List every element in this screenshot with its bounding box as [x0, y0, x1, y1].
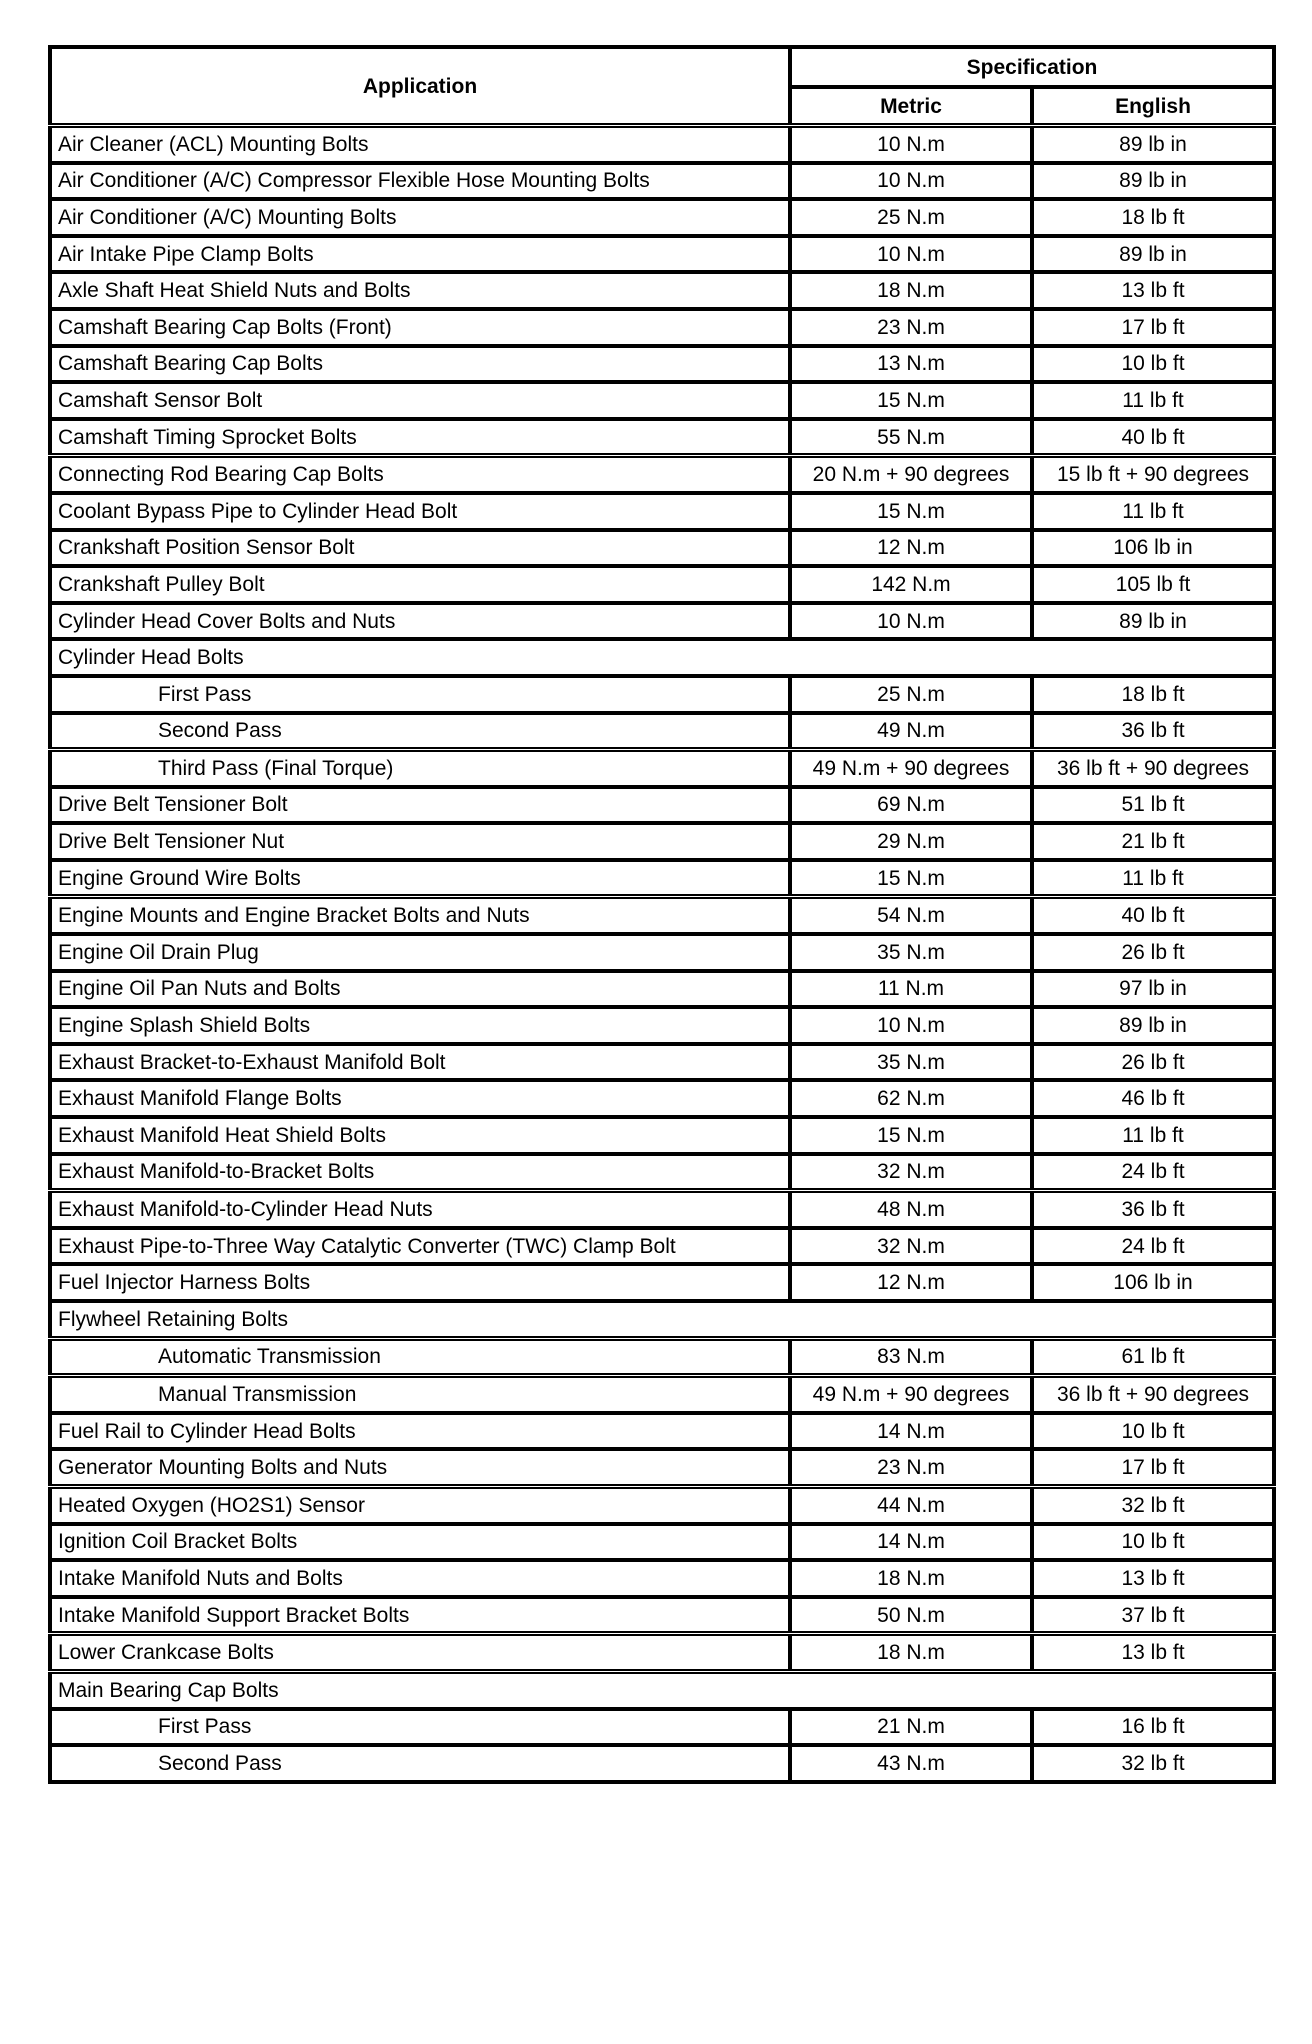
- application-cell: Second Pass: [50, 713, 790, 750]
- application-cell: Fuel Rail to Cylinder Head Bolts: [50, 1413, 790, 1450]
- table-row: [50, 346, 1274, 383]
- application-cell: Exhaust Manifold Heat Shield Bolts: [50, 1117, 790, 1154]
- metric-value-cell: 55 N.m: [790, 419, 1032, 456]
- application-cell: Manual Transmission: [50, 1376, 790, 1413]
- english-value-cell: 13 lb ft: [1032, 1634, 1274, 1672]
- english-value-cell: 11 lb ft: [1032, 1117, 1274, 1154]
- english-value-cell: 24 lb ft: [1032, 1154, 1274, 1191]
- metric-value-cell: 43 N.m: [790, 1745, 1032, 1782]
- english-value-cell: 105 lb ft: [1032, 566, 1274, 603]
- application-cell: Heated Oxygen (HO2S1) Sensor: [50, 1486, 790, 1523]
- metric-value-cell: 15 N.m: [790, 860, 1032, 897]
- metric-value-cell: 54 N.m: [790, 897, 1032, 934]
- english-value-cell: 46 lb ft: [1032, 1080, 1274, 1117]
- application-cell: Drive Belt Tensioner Bolt: [50, 787, 790, 824]
- application-cell: Engine Mounts and Engine Bracket Bolts and Nuts: [50, 897, 790, 934]
- english-value-cell: 13 lb ft: [1032, 1560, 1274, 1597]
- application-cell: Second Pass: [50, 1745, 790, 1782]
- metric-value-cell: 15 N.m: [790, 493, 1032, 530]
- table-row: [50, 713, 1274, 750]
- english-value-cell: 36 lb ft: [1032, 1191, 1274, 1228]
- table-row: [50, 1007, 1274, 1044]
- application-cell: Engine Splash Shield Bolts: [50, 1007, 790, 1044]
- table-row: [50, 566, 1274, 603]
- table-row: [50, 1413, 1274, 1450]
- english-value-cell: 89 lb in: [1032, 126, 1274, 163]
- english-value-cell: 61 lb ft: [1032, 1338, 1274, 1376]
- english-value-cell: 89 lb in: [1032, 236, 1274, 273]
- english-value-cell: 40 lb ft: [1032, 419, 1274, 456]
- metric-value-cell: 11 N.m: [790, 971, 1032, 1008]
- application-cell: Camshaft Sensor Bolt: [50, 382, 790, 419]
- metric-value-cell: 44 N.m: [790, 1486, 1032, 1523]
- english-value-cell: 51 lb ft: [1032, 787, 1274, 824]
- table-row: [50, 1191, 1274, 1228]
- english-value-cell: 24 lb ft: [1032, 1228, 1274, 1265]
- application-cell: Intake Manifold Nuts and Bolts: [50, 1560, 790, 1597]
- metric-value-cell: 12 N.m: [790, 1264, 1032, 1301]
- table-row: [50, 1486, 1274, 1523]
- table-row: [50, 1117, 1274, 1154]
- table-row: [50, 126, 1274, 163]
- metric-value-cell: 10 N.m: [790, 603, 1032, 640]
- application-cell: Coolant Bypass Pipe to Cylinder Head Bolt: [50, 493, 790, 530]
- metric-value-cell: 23 N.m: [790, 309, 1032, 346]
- table-row: [50, 1560, 1274, 1597]
- table-row: [50, 860, 1274, 897]
- application-cell: Intake Manifold Support Bracket Bolts: [50, 1597, 790, 1634]
- table-row: [50, 639, 1274, 676]
- table-row: [50, 787, 1274, 824]
- application-cell: Exhaust Manifold-to-Bracket Bolts: [50, 1154, 790, 1191]
- table-row: [50, 236, 1274, 273]
- english-value-cell: 36 lb ft: [1032, 713, 1274, 750]
- english-value-cell: 10 lb ft: [1032, 346, 1274, 383]
- application-cell: Exhaust Bracket-to-Exhaust Manifold Bolt: [50, 1044, 790, 1081]
- application-cell: Camshaft Bearing Cap Bolts (Front): [50, 309, 790, 346]
- english-value-cell: 97 lb in: [1032, 971, 1274, 1008]
- english-value-cell: 89 lb in: [1032, 603, 1274, 640]
- table-body: [50, 126, 1274, 1782]
- metric-value-cell: 12 N.m: [790, 530, 1032, 567]
- table-row: [50, 1524, 1274, 1561]
- table-row: [50, 823, 1274, 860]
- application-cell: Camshaft Bearing Cap Bolts: [50, 346, 790, 383]
- metric-value-cell: 15 N.m: [790, 382, 1032, 419]
- table-row: [50, 456, 1274, 493]
- group-heading-cell: Flywheel Retaining Bolts: [50, 1301, 1274, 1338]
- table-row: [50, 419, 1274, 456]
- application-cell: Fuel Injector Harness Bolts: [50, 1264, 790, 1301]
- table-row: [50, 750, 1274, 787]
- english-value-cell: 11 lb ft: [1032, 860, 1274, 897]
- application-cell: First Pass: [50, 1709, 790, 1746]
- english-value-cell: 17 lb ft: [1032, 309, 1274, 346]
- table-row: [50, 1080, 1274, 1117]
- application-cell: Connecting Rod Bearing Cap Bolts: [50, 456, 790, 493]
- table-row: [50, 1301, 1274, 1338]
- application-cell: Exhaust Pipe-to-Three Way Catalytic Converter (TWC) Clamp Bolt: [50, 1228, 790, 1265]
- metric-value-cell: 13 N.m: [790, 346, 1032, 383]
- metric-value-cell: 10 N.m: [790, 236, 1032, 273]
- english-value-cell: 21 lb ft: [1032, 823, 1274, 860]
- metric-value-cell: 18 N.m: [790, 1634, 1032, 1672]
- application-cell: Exhaust Manifold-to-Cylinder Head Nuts: [50, 1191, 790, 1228]
- table-row: [50, 1634, 1274, 1672]
- group-heading-cell: Cylinder Head Bolts: [50, 639, 1274, 676]
- table-row: [50, 1449, 1274, 1486]
- english-value-cell: 11 lb ft: [1032, 382, 1274, 419]
- application-cell: Air Conditioner (A/C) Mounting Bolts: [50, 199, 790, 236]
- application-cell: Engine Ground Wire Bolts: [50, 860, 790, 897]
- metric-header: Metric: [790, 87, 1032, 126]
- table-row: [50, 272, 1274, 309]
- metric-value-cell: 142 N.m: [790, 566, 1032, 603]
- metric-value-cell: 32 N.m: [790, 1154, 1032, 1191]
- english-value-cell: 32 lb ft: [1032, 1486, 1274, 1523]
- table-row: [50, 530, 1274, 567]
- application-cell: Ignition Coil Bracket Bolts: [50, 1524, 790, 1561]
- english-value-cell: 32 lb ft: [1032, 1745, 1274, 1782]
- metric-value-cell: 14 N.m: [790, 1413, 1032, 1450]
- application-cell: Automatic Transmission: [50, 1338, 790, 1376]
- metric-value-cell: 83 N.m: [790, 1338, 1032, 1376]
- table-row: [50, 1597, 1274, 1634]
- metric-value-cell: 25 N.m: [790, 676, 1032, 713]
- application-cell: Cylinder Head Cover Bolts and Nuts: [50, 603, 790, 640]
- torque-specification-table: [48, 45, 1276, 1784]
- table-row: [50, 1376, 1274, 1413]
- english-value-cell: 26 lb ft: [1032, 934, 1274, 971]
- metric-value-cell: 15 N.m: [790, 1117, 1032, 1154]
- table-row: [50, 1709, 1274, 1746]
- table-row: [50, 163, 1274, 200]
- table-row: [50, 1745, 1274, 1782]
- application-cell: Exhaust Manifold Flange Bolts: [50, 1080, 790, 1117]
- english-value-cell: 18 lb ft: [1032, 676, 1274, 713]
- english-value-cell: 89 lb in: [1032, 163, 1274, 200]
- header-row-1: [50, 47, 1274, 87]
- english-value-cell: 106 lb in: [1032, 1264, 1274, 1301]
- english-value-cell: 18 lb ft: [1032, 199, 1274, 236]
- english-value-cell: 36 lb ft + 90 degrees: [1032, 750, 1274, 787]
- metric-value-cell: 69 N.m: [790, 787, 1032, 824]
- metric-value-cell: 10 N.m: [790, 163, 1032, 200]
- application-cell: Camshaft Timing Sprocket Bolts: [50, 419, 790, 456]
- table-row: [50, 603, 1274, 640]
- application-cell: First Pass: [50, 676, 790, 713]
- metric-value-cell: 50 N.m: [790, 1597, 1032, 1634]
- metric-value-cell: 48 N.m: [790, 1191, 1032, 1228]
- english-value-cell: 13 lb ft: [1032, 272, 1274, 309]
- table-row: [50, 971, 1274, 1008]
- english-value-cell: 89 lb in: [1032, 1007, 1274, 1044]
- english-value-cell: 106 lb in: [1032, 530, 1274, 567]
- application-cell: Crankshaft Position Sensor Bolt: [50, 530, 790, 567]
- application-cell: Air Intake Pipe Clamp Bolts: [50, 236, 790, 273]
- specification-header: Specification: [790, 47, 1274, 87]
- application-cell: Generator Mounting Bolts and Nuts: [50, 1449, 790, 1486]
- table-row: [50, 1264, 1274, 1301]
- english-value-cell: 40 lb ft: [1032, 897, 1274, 934]
- metric-value-cell: 25 N.m: [790, 199, 1032, 236]
- table-row: [50, 309, 1274, 346]
- english-value-cell: 10 lb ft: [1032, 1413, 1274, 1450]
- application-header: Application: [50, 47, 790, 126]
- metric-value-cell: 20 N.m + 90 degrees: [790, 456, 1032, 493]
- application-cell: Drive Belt Tensioner Nut: [50, 823, 790, 860]
- metric-value-cell: 49 N.m: [790, 713, 1032, 750]
- application-cell: Lower Crankcase Bolts: [50, 1634, 790, 1672]
- english-value-cell: 37 lb ft: [1032, 1597, 1274, 1634]
- table-row: [50, 897, 1274, 934]
- metric-value-cell: 21 N.m: [790, 1709, 1032, 1746]
- application-cell: Third Pass (Final Torque): [50, 750, 790, 787]
- english-header: English: [1032, 87, 1274, 126]
- table-row: [50, 934, 1274, 971]
- metric-value-cell: 18 N.m: [790, 272, 1032, 309]
- application-cell: Engine Oil Drain Plug: [50, 934, 790, 971]
- application-cell: Air Cleaner (ACL) Mounting Bolts: [50, 126, 790, 163]
- metric-value-cell: 10 N.m: [790, 1007, 1032, 1044]
- english-value-cell: 17 lb ft: [1032, 1449, 1274, 1486]
- metric-value-cell: 62 N.m: [790, 1080, 1032, 1117]
- metric-value-cell: 49 N.m + 90 degrees: [790, 750, 1032, 787]
- application-cell: Engine Oil Pan Nuts and Bolts: [50, 971, 790, 1008]
- table-row: [50, 676, 1274, 713]
- table-row: [50, 1044, 1274, 1081]
- table-row: [50, 1338, 1274, 1376]
- english-value-cell: 15 lb ft + 90 degrees: [1032, 456, 1274, 493]
- table-row: [50, 382, 1274, 419]
- english-value-cell: 26 lb ft: [1032, 1044, 1274, 1081]
- metric-value-cell: 10 N.m: [790, 126, 1032, 163]
- metric-value-cell: 49 N.m + 90 degrees: [790, 1376, 1032, 1413]
- table-row: [50, 1228, 1274, 1265]
- application-cell: Crankshaft Pulley Bolt: [50, 566, 790, 603]
- application-cell: Axle Shaft Heat Shield Nuts and Bolts: [50, 272, 790, 309]
- metric-value-cell: 35 N.m: [790, 934, 1032, 971]
- english-value-cell: 16 lb ft: [1032, 1709, 1274, 1746]
- metric-value-cell: 23 N.m: [790, 1449, 1032, 1486]
- table-row: [50, 199, 1274, 236]
- group-heading-cell: Main Bearing Cap Bolts: [50, 1671, 1274, 1708]
- metric-value-cell: 32 N.m: [790, 1228, 1032, 1265]
- english-value-cell: 10 lb ft: [1032, 1524, 1274, 1561]
- table-row: [50, 493, 1274, 530]
- english-value-cell: 11 lb ft: [1032, 493, 1274, 530]
- metric-value-cell: 29 N.m: [790, 823, 1032, 860]
- metric-value-cell: 18 N.m: [790, 1560, 1032, 1597]
- metric-value-cell: 14 N.m: [790, 1524, 1032, 1561]
- application-cell: Air Conditioner (A/C) Compressor Flexible Hose Mounting Bolts: [50, 163, 790, 200]
- table-row: [50, 1671, 1274, 1708]
- english-value-cell: 36 lb ft + 90 degrees: [1032, 1376, 1274, 1413]
- metric-value-cell: 35 N.m: [790, 1044, 1032, 1081]
- table-row: [50, 1154, 1274, 1191]
